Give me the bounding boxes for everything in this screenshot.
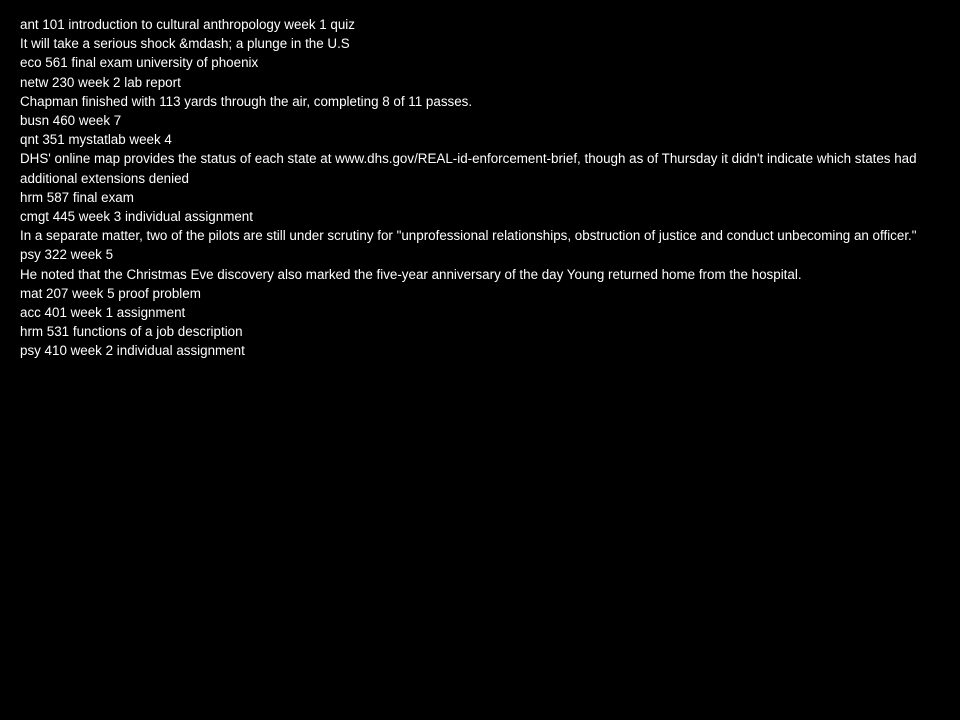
text-line: He noted that the Christmas Eve discovery also marked the five-year anniversary of the day Young returned home from the hospital. [20,266,802,282]
text-list [20,15,945,361]
text-line: cmgt 445 week 3 individual assignment [20,209,253,225]
text-line: hrm 531 functions of a job description [20,324,243,340]
text-line: netw 230 week 2 lab report [20,74,181,90]
text-line: It will take a serious shock &mdash; a plunge in the U.S [20,36,350,52]
text-line: eco 561 final exam university of phoenix [20,55,259,71]
text-line: hrm 587 final exam [20,189,134,205]
text-line: mat 207 week 5 proof problem [20,285,201,301]
text-line: DHS' online map provides the status of each state at www.dhs.gov/REAL-id-enforcement-brief, though as of Thursday it didn't indicate which states had additional extensions denied [20,151,917,186]
text-line: Chapman finished with 113 yards through the air, completing 8 of 11 passes. [20,93,473,109]
text-line: acc 401 week 1 assignment [20,305,186,321]
text-line: psy 322 week 5 [20,247,114,263]
text-line: psy 410 week 2 individual assignment [20,343,245,359]
text-line: busn 460 week 7 [20,113,122,129]
text-line: In a separate matter, two of the pilots are still under scrutiny for "unprofessional relationships, obstruction of justice and conduct unbecoming an officer." [20,228,917,244]
text-line: ant 101 introduction to cultural anthropology week 1 quiz [20,17,355,32]
text-line: qnt 351 mystatlab week 4 [20,132,172,148]
